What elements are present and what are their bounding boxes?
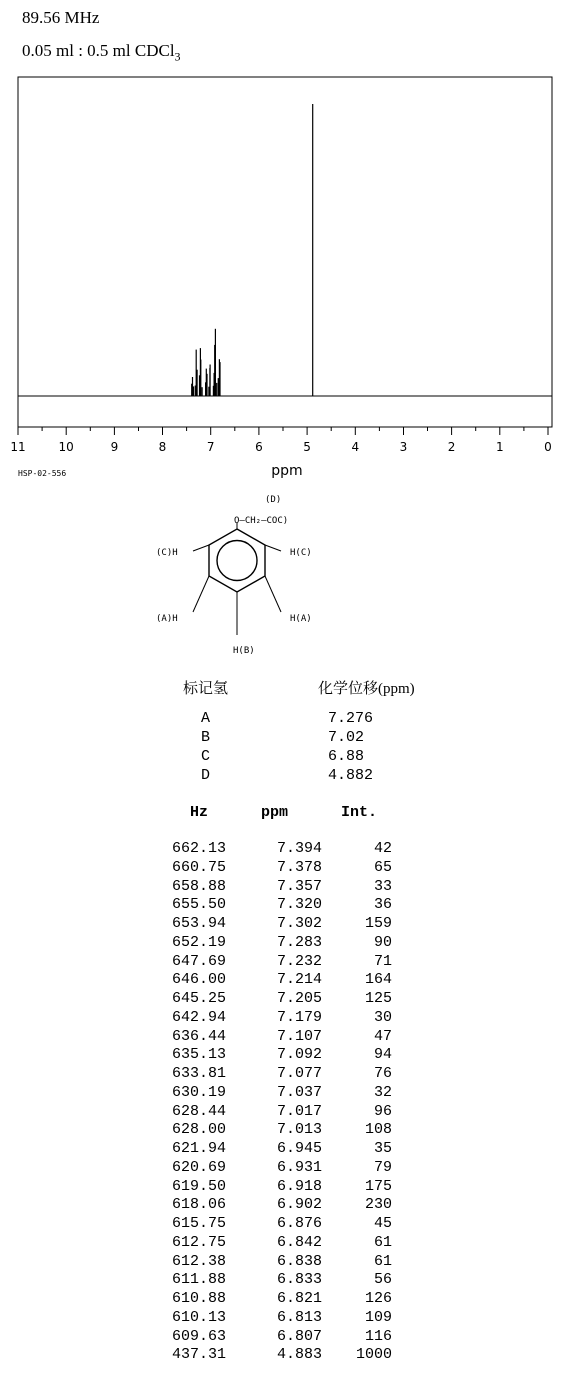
bond-ha-right [265, 576, 281, 612]
peak-table-row [0, 1009, 570, 1027]
solvent-text: 0.05 ml : 0.5 ml CDCl [22, 41, 175, 60]
peak-intensity: 90 [373, 933, 392, 951]
peak-table-row [0, 1234, 570, 1252]
peak-ppm: 7.394 [276, 840, 322, 857]
bond-hc-left [193, 545, 209, 551]
peak-hz: 658.88 [171, 877, 226, 895]
spectrum-code: HSP-02-556 [18, 469, 67, 478]
peak-intensity: 76 [373, 1065, 392, 1082]
peak-intensity: 96 [373, 1102, 392, 1120]
peak-hz: 610.88 [171, 1290, 226, 1307]
peak-hz: 620.69 [171, 1158, 226, 1176]
header-int: Int. [341, 804, 378, 821]
peak-ppm: 4.883 [276, 1346, 322, 1364]
peak-ppm: 7.017 [276, 1102, 322, 1120]
peak-intensity: 109 [364, 1308, 392, 1326]
peak-hz: 655.50 [171, 896, 226, 914]
x-axis-tick-label: 6 [255, 440, 263, 454]
label-hc-right: H(C) [290, 548, 312, 558]
x-axis-tick-label: 3 [399, 440, 408, 454]
assignment-shift: 7.02 [328, 729, 365, 746]
peak-hz: 662.13 [171, 840, 226, 857]
x-axis-tick-label: 9 [110, 440, 119, 454]
peak-hz: 653.94 [171, 915, 226, 932]
peak-intensity: 116 [364, 1327, 392, 1345]
peak-hz: 612.38 [171, 1252, 226, 1270]
peak-ppm: 7.232 [276, 952, 322, 970]
peak-intensity: 125 [364, 990, 392, 1007]
x-axis-label: ppm [271, 463, 303, 479]
peak-table-header [0, 804, 570, 824]
peak-ppm: 6.838 [276, 1252, 322, 1270]
peak-table-row [0, 1178, 570, 1196]
peak-ppm: 6.931 [276, 1158, 322, 1176]
peak-table-row [0, 934, 570, 952]
peak-table-row [0, 1253, 570, 1271]
peak-ppm: 6.813 [276, 1308, 322, 1326]
peak-hz: 660.75 [171, 858, 226, 876]
assignment-shift: 4.882 [328, 767, 374, 784]
peak-intensity: 47 [373, 1027, 392, 1045]
x-axis-tick-label: 1 [495, 440, 504, 454]
peak-hz: 630.19 [171, 1083, 226, 1101]
assignment-label: B [201, 729, 211, 746]
bond-ha-left [193, 576, 209, 612]
peak-ppm: 6.821 [276, 1290, 322, 1307]
peak-table-row [0, 1028, 570, 1046]
peak-ppm: 7.320 [276, 896, 322, 914]
assignment-label: A [201, 710, 211, 727]
peak-table-row [0, 953, 570, 971]
peak-hz: 612.75 [171, 1233, 226, 1251]
assignment-label: C [201, 748, 211, 765]
peak-intensity: 79 [373, 1158, 392, 1176]
spectrum-peaks [192, 104, 313, 396]
peak-hz: 611.88 [171, 1271, 226, 1289]
peak-intensity: 230 [364, 1196, 392, 1214]
peak-table-row [0, 1159, 570, 1177]
peak-intensity: 32 [373, 1083, 392, 1101]
peak-table-row [0, 1215, 570, 1233]
peak-ppm: 7.179 [276, 1008, 322, 1026]
label-ha-right: H(A) [290, 614, 312, 624]
peak-table-row [0, 971, 570, 989]
x-axis-ticks [18, 427, 548, 435]
peak-intensity: 36 [373, 896, 392, 914]
peak-ppm: 6.902 [276, 1196, 322, 1214]
label-ah-left: (A)H [156, 614, 178, 624]
substituent-label: O—CH₂—COC) [234, 516, 289, 526]
peak-table-row [0, 859, 570, 877]
peak-hz: 609.63 [171, 1327, 226, 1345]
label-d: (D) [265, 495, 282, 505]
peak-table-row [0, 1084, 570, 1102]
peak-hz: 437.31 [171, 1346, 226, 1364]
x-axis-tick-labels [10, 440, 551, 454]
peak-hz: 642.94 [171, 1008, 226, 1026]
peak-hz: 645.25 [171, 990, 226, 1007]
peak-ppm: 6.918 [276, 1177, 322, 1195]
peak-intensity: 175 [364, 1177, 392, 1195]
assignment-header-label: 标记氢 [183, 681, 229, 697]
x-axis-tick-label: 7 [206, 440, 215, 454]
peak-table-row [0, 1290, 570, 1308]
peak-ppm: 7.302 [276, 915, 322, 932]
peak-intensity: 108 [364, 1121, 392, 1139]
peak-ppm: 7.037 [276, 1083, 322, 1101]
peak-hz: 619.50 [171, 1177, 226, 1195]
peak-hz: 652.19 [171, 933, 226, 951]
nmr-spectrum-chart [0, 60, 570, 485]
peak-ppm: 6.945 [276, 1140, 322, 1157]
assignment-shift: 6.88 [328, 748, 365, 765]
benzene-aromatic-circle [217, 541, 257, 581]
x-axis-tick-label: 10 [58, 440, 74, 454]
peak-intensity: 61 [373, 1233, 392, 1251]
peak-table-row [0, 1065, 570, 1083]
peak-intensity: 164 [364, 971, 392, 989]
peak-hz: 610.13 [171, 1308, 226, 1326]
peak-hz: 633.81 [171, 1065, 226, 1082]
peak-table-row [0, 1346, 570, 1364]
peak-intensity: 1000 [355, 1346, 392, 1364]
peak-table-row [0, 1328, 570, 1346]
peak-table-row [0, 1196, 570, 1214]
header-hz: Hz [190, 804, 209, 821]
molecule-structure [140, 490, 400, 660]
header-ppm: ppm [261, 804, 289, 821]
peak-ppm: 7.013 [276, 1121, 322, 1139]
peak-intensity: 30 [373, 1008, 392, 1026]
peak-ppm: 6.833 [276, 1271, 322, 1289]
peak-table-row [0, 1046, 570, 1064]
peak-table-row [0, 1271, 570, 1289]
peak-ppm: 7.214 [276, 971, 322, 989]
peak-table-row [0, 1103, 570, 1121]
peak-table-row [0, 915, 570, 933]
peak-ppm: 7.205 [276, 990, 322, 1007]
peak-ppm: 7.283 [276, 933, 322, 951]
peak-intensity: 35 [373, 1140, 392, 1157]
peak-hz: 618.06 [171, 1196, 226, 1214]
x-axis-tick-label: 0 [544, 440, 552, 454]
solvent-subscript: 3 [174, 49, 181, 64]
x-axis-tick-label: 4 [351, 440, 360, 454]
peak-ppm: 7.107 [276, 1027, 322, 1045]
peak-table-row [0, 896, 570, 914]
peak-table-row [0, 1140, 570, 1158]
peak-ppm: 6.876 [276, 1215, 322, 1232]
assignment-header-shift: 化学位移(ppm) [318, 681, 415, 697]
peak-ppm: 7.092 [276, 1046, 322, 1064]
peak-intensity: 65 [373, 858, 392, 876]
peak-hz: 628.00 [171, 1121, 226, 1139]
peak-ppm: 6.807 [276, 1327, 322, 1345]
peak-hz: 635.13 [171, 1046, 226, 1064]
peak-hz: 646.00 [171, 971, 226, 989]
peak-ppm: 7.378 [276, 858, 322, 876]
peak-intensity: 61 [373, 1252, 392, 1270]
peak-intensity: 94 [373, 1046, 392, 1064]
peak-hz: 647.69 [171, 952, 226, 970]
peak-table-row [0, 840, 570, 858]
x-axis-tick-label: 2 [447, 440, 456, 454]
x-axis-tick-label: 8 [158, 440, 167, 454]
peak-ppm: 6.842 [276, 1233, 322, 1251]
peak-intensity: 45 [373, 1215, 392, 1232]
peak-ppm: 7.077 [276, 1065, 322, 1082]
peak-table-row [0, 878, 570, 896]
spectrometer-frequency: 89.56 MHz [22, 8, 100, 27]
peak-hz: 615.75 [171, 1215, 226, 1232]
peak-table-row [0, 990, 570, 1008]
x-axis-tick-label: 11 [10, 440, 26, 454]
peak-intensity: 56 [373, 1271, 392, 1289]
peak-hz: 628.44 [171, 1102, 226, 1120]
plot-frame [18, 77, 552, 427]
assignment-shift: 7.276 [328, 710, 374, 727]
peak-intensity: 42 [373, 840, 392, 857]
label-ch-left: (C)H [156, 548, 178, 558]
peak-table-row [0, 1121, 570, 1139]
x-axis-tick-label: 5 [303, 440, 311, 454]
peak-intensity: 126 [364, 1290, 392, 1307]
peak-intensity: 33 [373, 877, 392, 895]
peak-intensity: 71 [373, 952, 392, 970]
peak-table-row [0, 1309, 570, 1327]
bond-hc-right [265, 545, 281, 551]
label-hb-bottom: H(B) [233, 646, 255, 656]
peak-intensity: 159 [364, 915, 392, 932]
assignment-label: D [201, 767, 211, 784]
peak-ppm: 7.357 [276, 877, 322, 895]
peak-hz: 636.44 [171, 1027, 226, 1045]
peak-hz: 621.94 [171, 1140, 226, 1157]
